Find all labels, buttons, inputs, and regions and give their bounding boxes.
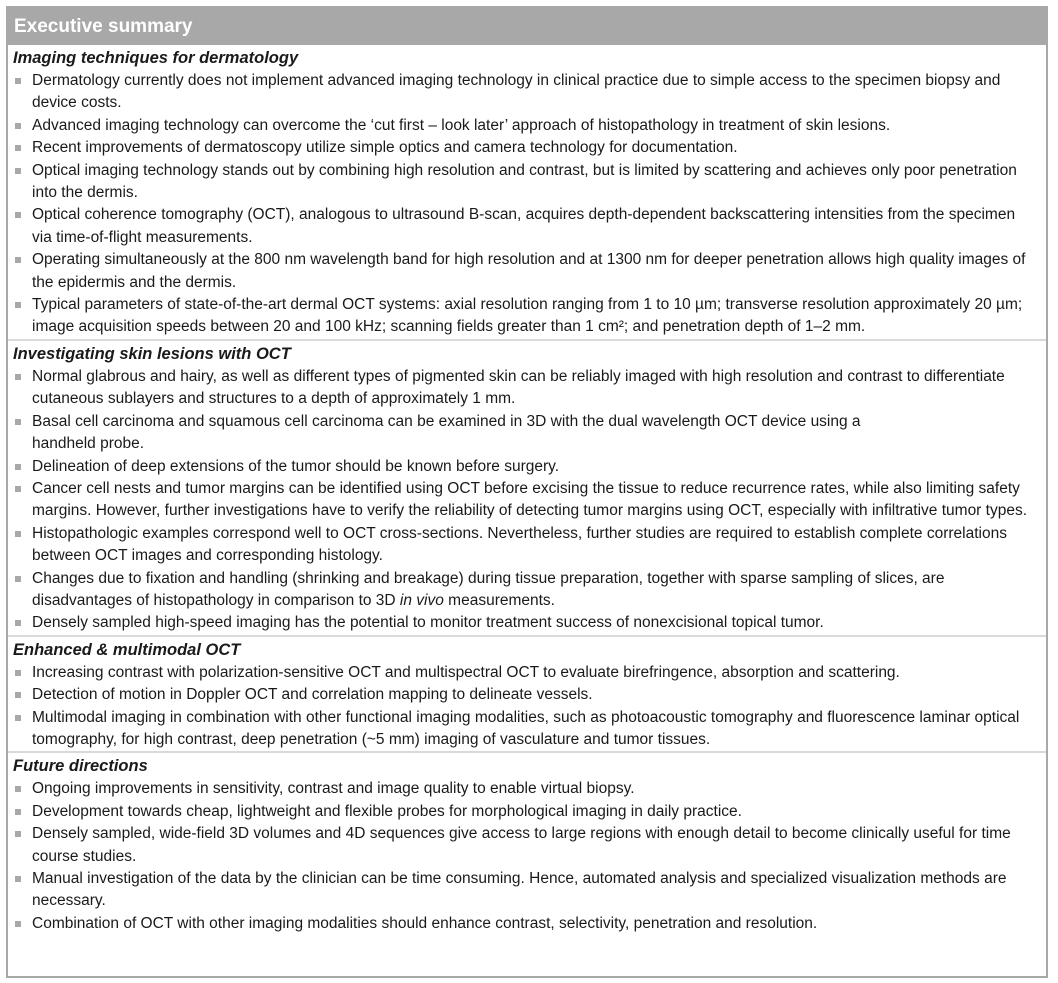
section-title: Enhanced & multimodal OCT <box>13 640 241 659</box>
square-bullet-icon <box>15 786 21 792</box>
bullet-item <box>8 137 1046 159</box>
bullet-text: Combination of OCT with other imaging modalities should enhance contrast, selectivity, penetration and resolution. <box>32 914 818 932</box>
square-bullet-icon <box>15 876 21 882</box>
bullet-item <box>8 115 1046 137</box>
bullet-text: Normal glabrous and hairy, as well as different types of pigmented skin can be reliably imaged with high resolution and contrast to differentiate cutaneous sublayers and structures to a depth of approximately 1 mm. <box>32 367 1005 408</box>
bullet-text: Changes due to fixation and handling (shrinking and breakage) during tissue preparation, together with sparse sampling of slices, are disadvantages of histopathology in comparison to 3D in vivo measurements. <box>32 569 945 609</box>
bullet-item <box>8 868 1046 913</box>
section-title: Imaging techniques for dermatology <box>13 49 299 67</box>
square-bullet-icon <box>15 257 21 263</box>
square-bullet-icon <box>15 531 21 537</box>
bullet-text: Histopathologic examples correspond well to OCT cross-sections. Nevertheless, further studies are required to establish complete correlations between OCT images and corresponding histology. <box>32 524 1007 565</box>
bullet-text: Advanced imaging technology can overcome the ‘cut first – look later’ approach of histopathology in treatment of skin lesions. <box>32 116 891 134</box>
square-bullet-icon <box>15 692 21 698</box>
bullet-text: Basal cell carcinoma and squamous cell carcinoma can be examined in 3D with the dual wavelength OCT device using a handheld probe. <box>32 412 861 453</box>
square-bullet-icon <box>15 464 21 470</box>
bullet-item <box>8 294 1046 339</box>
square-bullet-icon <box>15 419 21 425</box>
bullet-item <box>8 913 1046 935</box>
bullet-item <box>8 411 1046 456</box>
bullet-text: Typical parameters of state-of-the-art dermal OCT systems: axial resolution ranging from 1 to 10 µm; transverse resolution approximately 20 µm; image acquisition speeds between 20 and 100 kHz; scanning fields greater than 1 cm²; and penetration depth of 1–2 mm. <box>32 296 1023 336</box>
bullet-item <box>8 456 1046 478</box>
square-bullet-icon <box>15 831 21 837</box>
bullet-item <box>8 160 1046 205</box>
square-bullet-icon <box>15 374 21 380</box>
bullet-item <box>8 70 1046 115</box>
bullet-text: Cancer cell nests and tumor margins can be identified using OCT before excising the tissue to reduce recurrence rates, while also limiting safety margins. However, further investigations have to verify the reliability of detecting tumor margins using OCT, especially with infiltrative tumor types. <box>32 479 1028 520</box>
bullet-text: Densely sampled high-speed imaging has the potential to monitor treatment success of nonexcisional topical tumor. <box>32 614 824 632</box>
square-bullet-icon <box>15 620 21 626</box>
bullet-text: Optical imaging technology stands out by combining high resolution and contrast, but is limited by scattering and achieves only poor penetration into the dermis. <box>32 161 1017 202</box>
section-title: Future directions <box>13 757 148 776</box>
square-bullet-icon <box>15 78 21 84</box>
bullet-text: Ongoing improvements in sensitivity, contrast and image quality to enable virtual biopsy. <box>32 780 635 798</box>
box-title: Executive summary <box>8 8 1046 45</box>
square-bullet-icon <box>15 212 21 218</box>
bullet-item <box>8 204 1046 249</box>
bullet-text: Densely sampled, wide-field 3D volumes and 4D sequences give access to large regions with enough detail to become clinically useful for time course studies. <box>32 825 1011 865</box>
square-bullet-icon <box>15 576 21 582</box>
section-imaging-techniques-for-dermatology <box>8 46 1046 341</box>
bullet-text: Operating simultaneously at the 800 nm wavelength band for high resolution and at 1300 nm for deeper penetration allows high quality images of the epidermis and the dermis. <box>32 251 1026 291</box>
square-bullet-icon <box>15 809 21 815</box>
bullet-text: Optical coherence tomography (OCT), analogous to ultrasound B-scan, acquires depth-dependent backscattering intensities from the specimen via time-of-flight measurements. <box>32 206 1016 246</box>
bullet-text: Development towards cheap, lightweight and flexible probes for morphological imaging in daily practice. <box>32 802 742 820</box>
bullet-item <box>8 366 1046 411</box>
bullet-text: Recent improvements of dermatoscopy utilize simple optics and camera technology for documentation. <box>32 139 738 157</box>
section-future-directions <box>8 754 1046 935</box>
bullet-item <box>8 568 1046 613</box>
bullet-item <box>8 707 1046 752</box>
square-bullet-icon <box>15 302 21 308</box>
square-bullet-icon <box>15 486 21 492</box>
bullet-item <box>8 478 1046 523</box>
executive-summary-box <box>6 6 1048 978</box>
bullet-text: Multimodal imaging in combination with other functional imaging modalities, such as photoacoustic tomography and fluorescence laminar optical tomography, for high contrast, deep penetration (~5 mm) imaging of vasculature and tumor tissues. <box>32 708 1020 748</box>
section-investigating-skin-lesions-with-oct <box>8 342 1046 637</box>
bullet-text: Increasing contrast with polarization-sensitive OCT and multispectral OCT to evaluate birefringence, absorption and scattering. <box>32 663 900 681</box>
bullet-item <box>8 612 1046 634</box>
square-bullet-icon <box>15 715 21 721</box>
bullet-item <box>8 249 1046 294</box>
bullet-text: Dermatology currently does not implement advanced imaging technology in clinical practice due to simple access to the specimen biopsy and device costs. <box>32 72 1001 112</box>
square-bullet-icon <box>15 670 21 676</box>
section-title: Investigating skin lesions with OCT <box>13 344 291 363</box>
bullet-item <box>8 778 1046 800</box>
bullet-text: Delineation of deep extensions of the tumor should be known before surgery. <box>32 457 560 475</box>
square-bullet-icon <box>15 921 21 927</box>
bullet-item <box>8 523 1046 568</box>
bullet-item <box>8 823 1046 868</box>
square-bullet-icon <box>15 145 21 151</box>
section-enhanced-multimodal-oct <box>8 638 1046 754</box>
square-bullet-icon <box>15 123 21 129</box>
bullet-item <box>8 662 1046 684</box>
bullet-text: Manual investigation of the data by the clinician can be time consuming. Hence, automated analysis and specialized visualization methods are necessary. <box>32 870 1007 910</box>
bullet-item <box>8 801 1046 823</box>
bullet-item <box>8 684 1046 706</box>
sections-container <box>8 46 1046 935</box>
bullet-text: Detection of motion in Doppler OCT and correlation mapping to delineate vessels. <box>32 686 593 704</box>
square-bullet-icon <box>15 168 21 174</box>
